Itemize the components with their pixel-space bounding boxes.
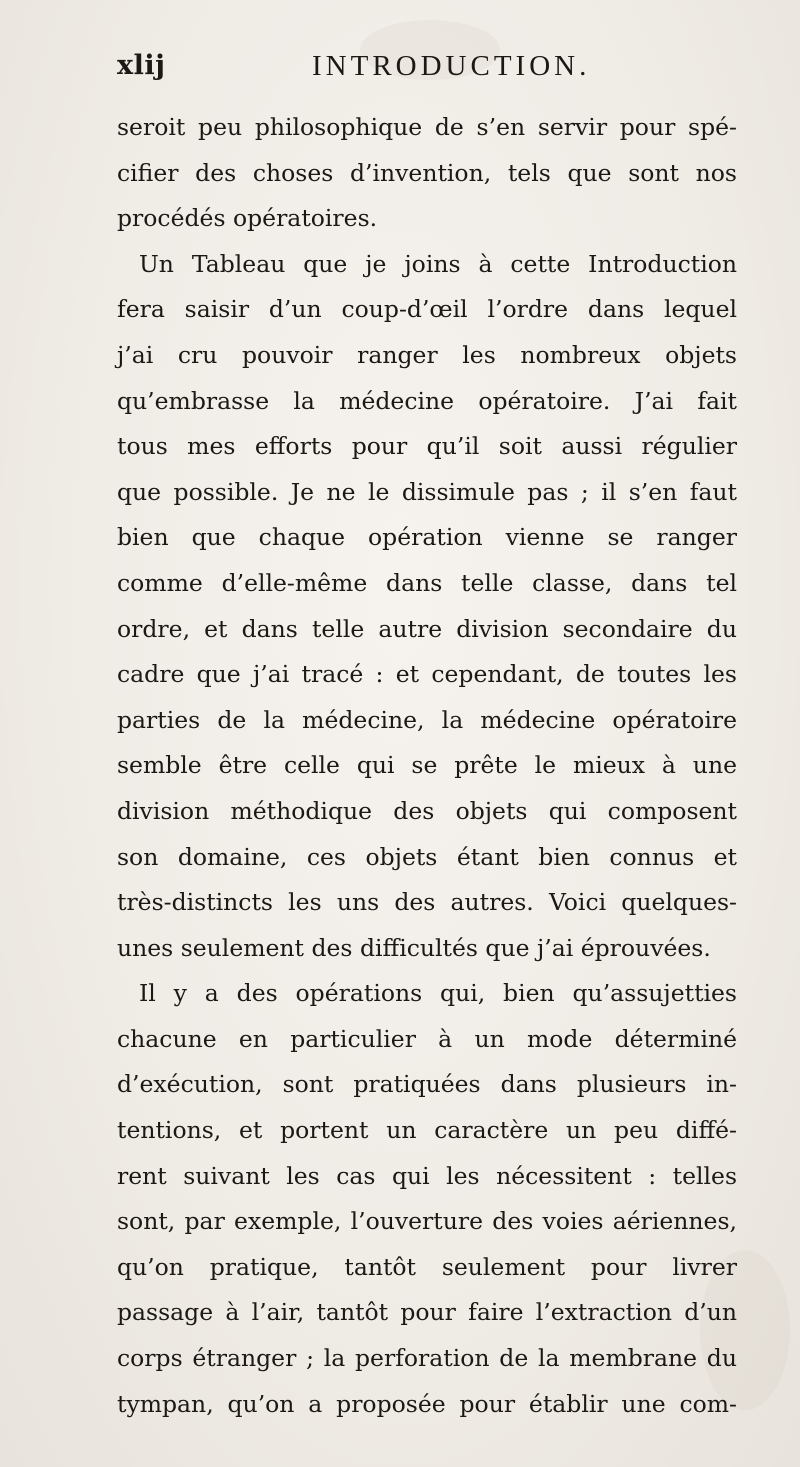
text-line: procédés opératoires.: [117, 204, 378, 233]
text-line: comme d’elle-même dans telle classe, dans tel: [117, 568, 737, 597]
text-line: très-distincts les uns des autres. Voici quelques-: [117, 888, 737, 917]
text-line: Un Tableau que je joins à cette Introduction: [139, 249, 737, 278]
running-title: INTRODUCTION.: [312, 50, 591, 82]
text-line: Il y a des opérations qui, bien qu’assujetties: [139, 979, 737, 1008]
text-line: son domaine, ces objets étant bien connus et: [117, 842, 737, 871]
text-line: unes seulement des difficultés que j’ai éprouvées.: [117, 933, 711, 962]
text-line: ordre, et dans telle autre division secondaire du: [117, 614, 737, 643]
text-line: d’exécution, sont pratiquées dans plusieurs in-: [117, 1070, 737, 1099]
text-line: chacune en particulier à un mode déterminé: [117, 1024, 737, 1053]
text-line: fera saisir d’un coup-d’œil l’ordre dans lequel: [117, 295, 737, 324]
page-number: xlij: [117, 50, 166, 81]
text-line: division méthodique des objets qui composent: [117, 796, 737, 825]
body-text: [117, 105, 737, 1427]
text-line: qu’on pratique, tantôt seulement pour livrer: [117, 1252, 737, 1281]
text-line: cifier des choses d’invention, tels que sont nos: [117, 158, 737, 187]
text-line: parties de la médecine, la médecine opératoire: [117, 705, 737, 734]
text-line: tentions, et portent un caractère un peu diffé-: [117, 1116, 737, 1145]
text-line: corps étranger ; la perforation de la membrane du: [117, 1344, 737, 1373]
text-line: j’ai cru pouvoir ranger les nombreux objets: [117, 340, 737, 369]
text-line: passage à l’air, tantôt pour faire l’extraction d’un: [117, 1298, 737, 1327]
text-line: sont, par exemple, l’ouverture des voies aériennes,: [117, 1207, 737, 1236]
text-line: tous mes efforts pour qu’il soit aussi régulier: [117, 432, 737, 461]
text-line: semble être celle qui se prête le mieux à une: [117, 751, 737, 780]
text-line: qu’embrasse la médecine opératoire. J’ai fait: [117, 386, 737, 415]
text-line: bien que chaque opération vienne se ranger: [117, 523, 737, 552]
text-line: seroit peu philosophique de s’en servir pour spé-: [117, 113, 737, 141]
text-line: tympan, qu’on a proposée pour établir une com-: [117, 1389, 737, 1418]
text-line: rent suivant les cas qui les nécessitent : telles: [117, 1161, 737, 1190]
text-line: que possible. Je ne le dissimule pas ; il s’en faut: [117, 477, 737, 506]
page-header: [117, 50, 717, 100]
text-line: cadre que j’ai tracé : et cependant, de toutes les: [117, 660, 737, 689]
